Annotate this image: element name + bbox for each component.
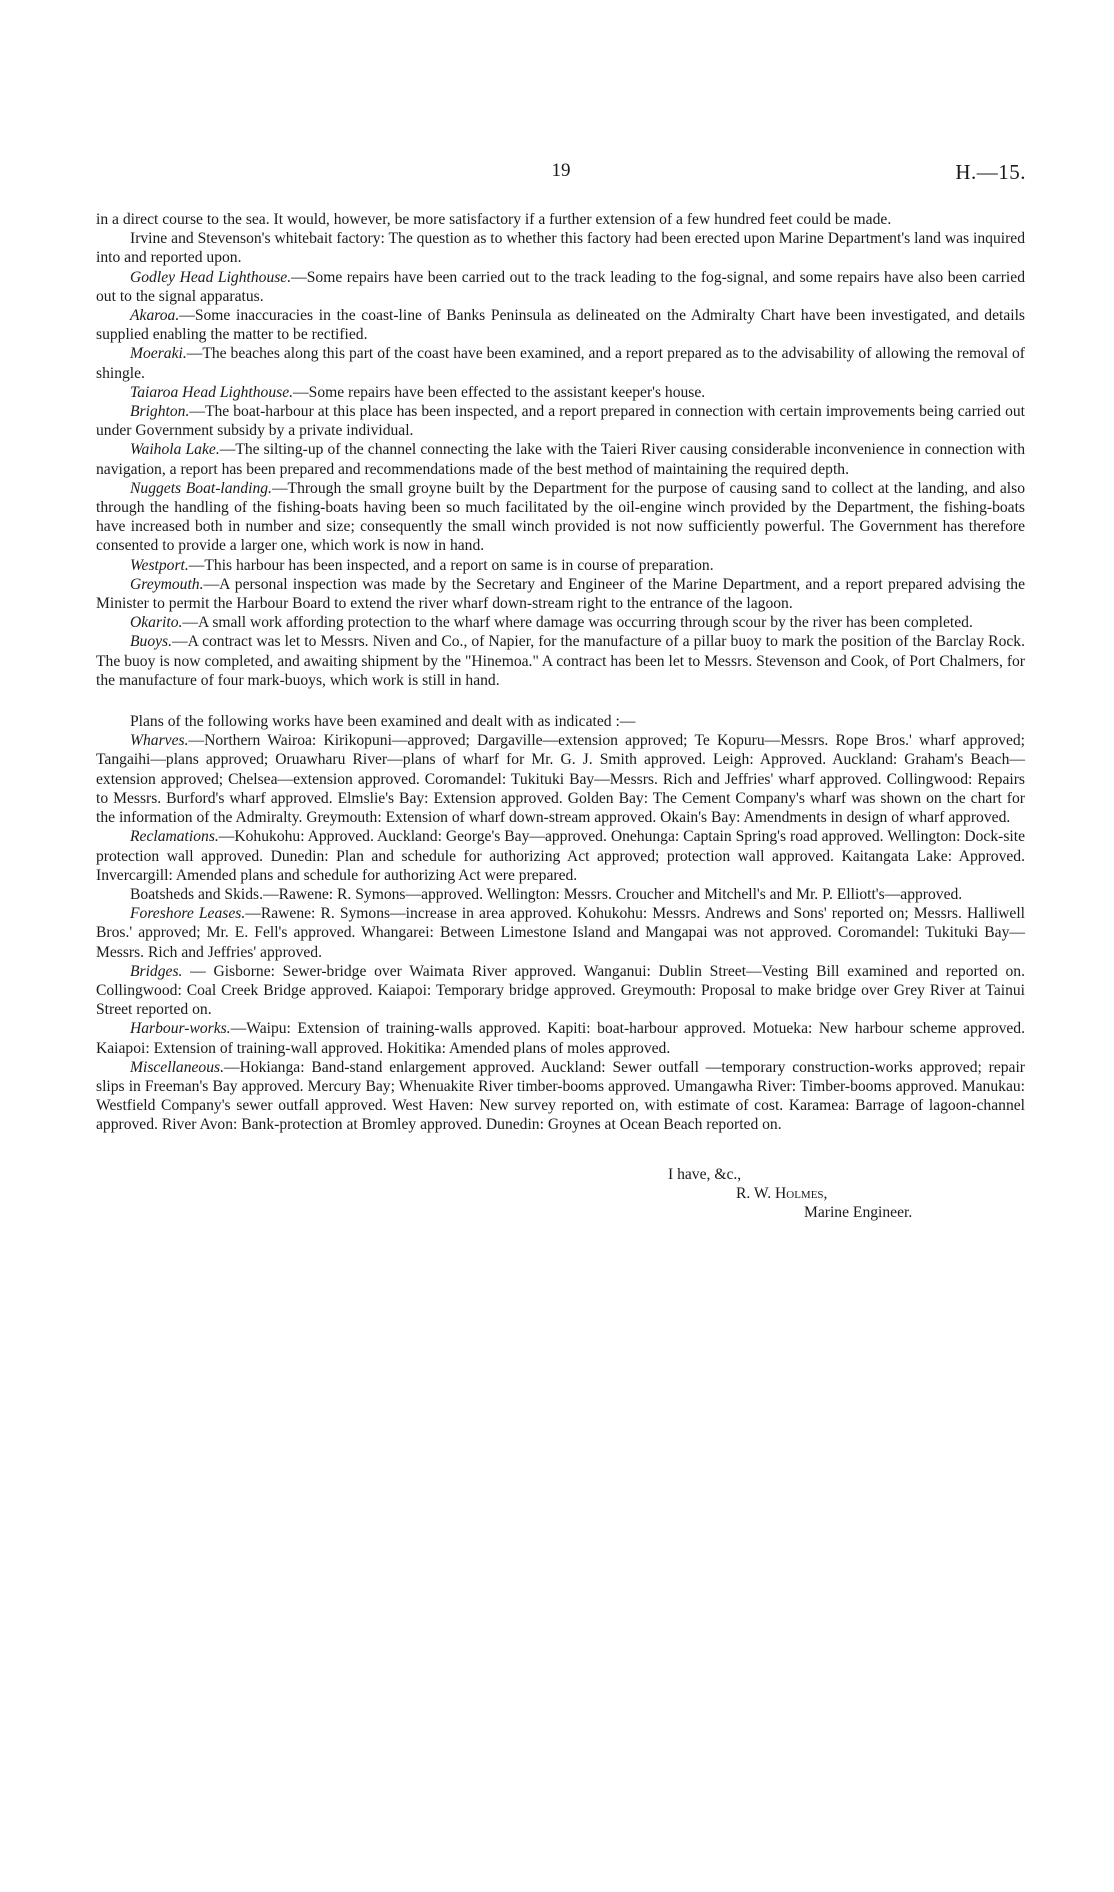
plan-paragraph xyxy=(96,1019,1025,1057)
paragraph-text: —A contract was let to Messrs. Niven and Co., of Napier, for the manufacture of a pillar buoy to mark the position of the Barclay Rock. The buoy is now completed, and awaiting shipment by the "Hinemoa." A contract has been let to Messrs. Stevenson and Cook, of Port Chalmers, for the manufacture of four mark-buoys, which work is still in hand. xyxy=(96,633,1025,689)
paragraph-heading: Taiaroa Head Lighthouse. xyxy=(130,383,294,401)
paragraph-heading: Wharves. xyxy=(130,732,189,750)
report-paragraph xyxy=(96,575,1025,613)
report-paragraph xyxy=(96,479,1025,556)
plan-paragraph xyxy=(96,731,1025,827)
paragraph-text: — Gisborne: Sewer-bridge over Waimata River approved. Wanganui: Dublin Street—Vesting Bill examined and reported on. Collingwood: Coal Creek Bridge approved. Kaiapoi: Temporary bridge approved. Greymouth: Proposal to make bridge over Grey River at Tainui Street reported on. xyxy=(96,962,1025,1019)
paragraph-heading: Bridges. xyxy=(130,962,183,980)
plan-paragraph xyxy=(96,904,1025,962)
paragraph-text: —Some repairs have been effected to the assistant keeper's house. xyxy=(293,383,706,401)
paragraph-text: —The boat-harbour at this place has been inspected, and a report prepared in connection with certain improvements being carried out under Government subsidy by a private individual. xyxy=(96,403,1025,440)
paragraph-text: —The silting-up of the channel connecting the lake with the Taieri River causing considerable inconvenience in connection with navigation, a report has been prepared and recommendations made of the best method of maintaining the required depth. xyxy=(96,441,1025,478)
section-gap xyxy=(96,690,1025,712)
report-paragraph xyxy=(96,344,1025,382)
paragraph-text: —This harbour has been inspected, and a report on same is in course of preparation. xyxy=(188,556,714,574)
paragraph-heading: Okarito. xyxy=(130,614,183,632)
plans-paragraphs xyxy=(96,731,1025,1134)
paragraph-heading: Foreshore Leases. xyxy=(130,905,246,923)
paragraph-heading: Miscellaneous. xyxy=(130,1058,224,1076)
paragraph-heading: Moeraki. xyxy=(130,345,187,363)
paragraph-heading: Waihola Lake. xyxy=(130,441,220,459)
report-paragraph xyxy=(96,632,1025,690)
paragraph-text: —Northern Wairoa: Kirikopuni—approved; Dargaville—extension approved; Te Kopuru—Messrs. Rope Bros.' wharf approved; Tangaihi—plans approved; Oruawharu River—plans of wharf for Mr. G. J. Smith approved. Leigh: Approved. Auckland: Graham's Beach—extension approved; Chelsea—extension approved. Coromandel: Tukituki Bay—Messrs. Rich and Jeffries' wharf approved. Collingwood: Repairs to Messrs. Burford's wharf approved. Elmslie's Bay: Extension approved. Golden Bay: The Cement Company's wharf was shown on the chart for the information of the Admiralty. Greymouth: Extension of wharf down-stream approved. Okain's Bay: Amendments in design of wharf approved. xyxy=(96,732,1025,827)
report-paragraph xyxy=(96,613,1025,632)
report-paragraphs xyxy=(96,210,1025,690)
paragraph-heading: Harbour-works. xyxy=(130,1020,231,1038)
plan-paragraph xyxy=(96,962,1025,1020)
paragraph-text: —Kohukohu: Approved. Auckland: George's Bay—approved. Onehunga: Captain Spring's road approved. Wellington: Dock-site protection wall approved. Dunedin: Plan and schedule for authorizing Act approved; protection wall approved. Kaitangata Lake: Approved. Invercargill: Amended plans and schedule for authorizing Act were prepared. xyxy=(96,828,1025,884)
paragraph-heading: Greymouth. xyxy=(130,575,204,593)
paragraph-heading: Brighton. xyxy=(130,403,190,421)
report-paragraph xyxy=(96,402,1025,440)
paragraph-heading: Godley Head Lighthouse. xyxy=(130,268,292,286)
page-body xyxy=(96,210,1025,1222)
signature-closing: I have, &c., xyxy=(668,1165,742,1183)
signature-block xyxy=(96,1165,1025,1223)
paragraph-text: —Through the small groyne built by the Department for the purpose of causing sand to collect at the landing, and also through the handling of the fishing-boats having been so much facilitated by the oil-engine winch provided by the Department, the fishing-boats have increased both in number and size; consequently the small winch provided is not now sufficiently powerful. The Government has therefore consented to provide a larger one, which work is now in hand. xyxy=(96,479,1025,555)
report-paragraph xyxy=(96,306,1025,344)
paragraph-text: —Rawene: R. Symons—increase in area approved. Kohukohu: Messrs. Andrews and Sons' reported on; Messrs. Halliwell Bros.' approved; Mr. E. Fell's approved. Whangarei: Between Limestone Island and Mangapai was not approved. Coromandel: Tukituki Bay—Messrs. Rich and Jeffries' approved. xyxy=(96,905,1025,961)
plan-paragraph xyxy=(96,827,1025,885)
paragraph-heading: Akaroa. xyxy=(130,307,180,325)
page-header xyxy=(96,160,1026,186)
paragraph-text: in a direct course to the sea. It would, however, be more satisfactory if a further extension of a few hundred feet could be made. xyxy=(96,211,892,228)
document-reference: H.—15. xyxy=(955,160,1026,184)
signature-title: Marine Engineer. xyxy=(804,1203,913,1221)
paragraph-heading: Westport. xyxy=(130,556,189,574)
report-paragraph xyxy=(96,383,1025,402)
report-paragraph xyxy=(96,556,1025,575)
paragraph-text: —Some repairs have been carried out to the track leading to the fog-signal, and some repairs have also been carried out to the signal apparatus. xyxy=(96,268,1025,305)
paragraph-text: —Some inaccuracies in the coast-line of Banks Peninsula as delineated on the Admiralty Chart have been investigated, and details supplied enabling the matter to be rectified. xyxy=(96,307,1025,344)
paragraph-text: —Hokianga: Band-stand enlargement approved. Auckland: Sewer outfall —temporary construction-works approved; repair slips in Freeman's Bay approved. Mercury Bay; Whenuakite River timber-booms approved. Umangawha River: Timber-booms approved. Manukau: Westfield Company's sewer outfall approved. West Haven: New survey reported on, with estimate of cost. Karamea: Barrage of lagoon-channel approved. River Avon: Bank-protection at Bromley approved. Dunedin: Groynes at Ocean Beach reported on. xyxy=(96,1058,1025,1134)
paragraph-text: —The beaches along this part of the coast have been examined, and a report prepared as to the advisability of allowing the removal of shingle. xyxy=(96,345,1025,382)
report-paragraph xyxy=(96,268,1025,306)
plan-paragraph xyxy=(96,885,1025,904)
paragraph-heading: Buoys. xyxy=(130,633,173,651)
paragraph-text: —A personal inspection was made by the Secretary and Engineer of the Marine Department, and a report prepared advising the Minister to permit the Harbour Board to extend the river wharf down-stream right to the entrance of the lagoon. xyxy=(96,575,1025,613)
paragraph-heading: Reclamations. xyxy=(130,828,219,846)
plan-paragraph xyxy=(96,1058,1025,1135)
paragraph-heading: Nuggets Boat-landing. xyxy=(130,479,272,497)
report-paragraph xyxy=(96,210,1025,229)
plans-intro: Plans of the following works have been examined and dealt with as indicated :— xyxy=(130,713,636,731)
page-number: 19 xyxy=(551,160,571,181)
paragraph-text: Irvine and Stevenson's whitebait factory: The question as to whether this factory had been erected upon Marine Department's land was inquired into and reported upon. xyxy=(96,230,1025,267)
signature-name: R. W. Holmes, xyxy=(736,1184,828,1202)
report-paragraph xyxy=(96,440,1025,478)
paragraph-text: —A small work affording protection to the wharf where damage was occurring through scour by the river has been completed. xyxy=(182,614,973,632)
report-paragraph xyxy=(96,229,1025,267)
paragraph-text: Boatsheds and Skids.—Rawene: R. Symons—approved. Wellington: Messrs. Croucher and Mitchell's and Mr. P. Elliott's—approved. xyxy=(130,885,963,903)
paragraph-text: —Waipu: Extension of training-walls approved. Kapiti: boat-harbour approved. Motueka: New harbour scheme approved. Kaiapoi: Extension of training-wall approved. Hokitika: Amended plans of moles approved. xyxy=(96,1020,1025,1057)
